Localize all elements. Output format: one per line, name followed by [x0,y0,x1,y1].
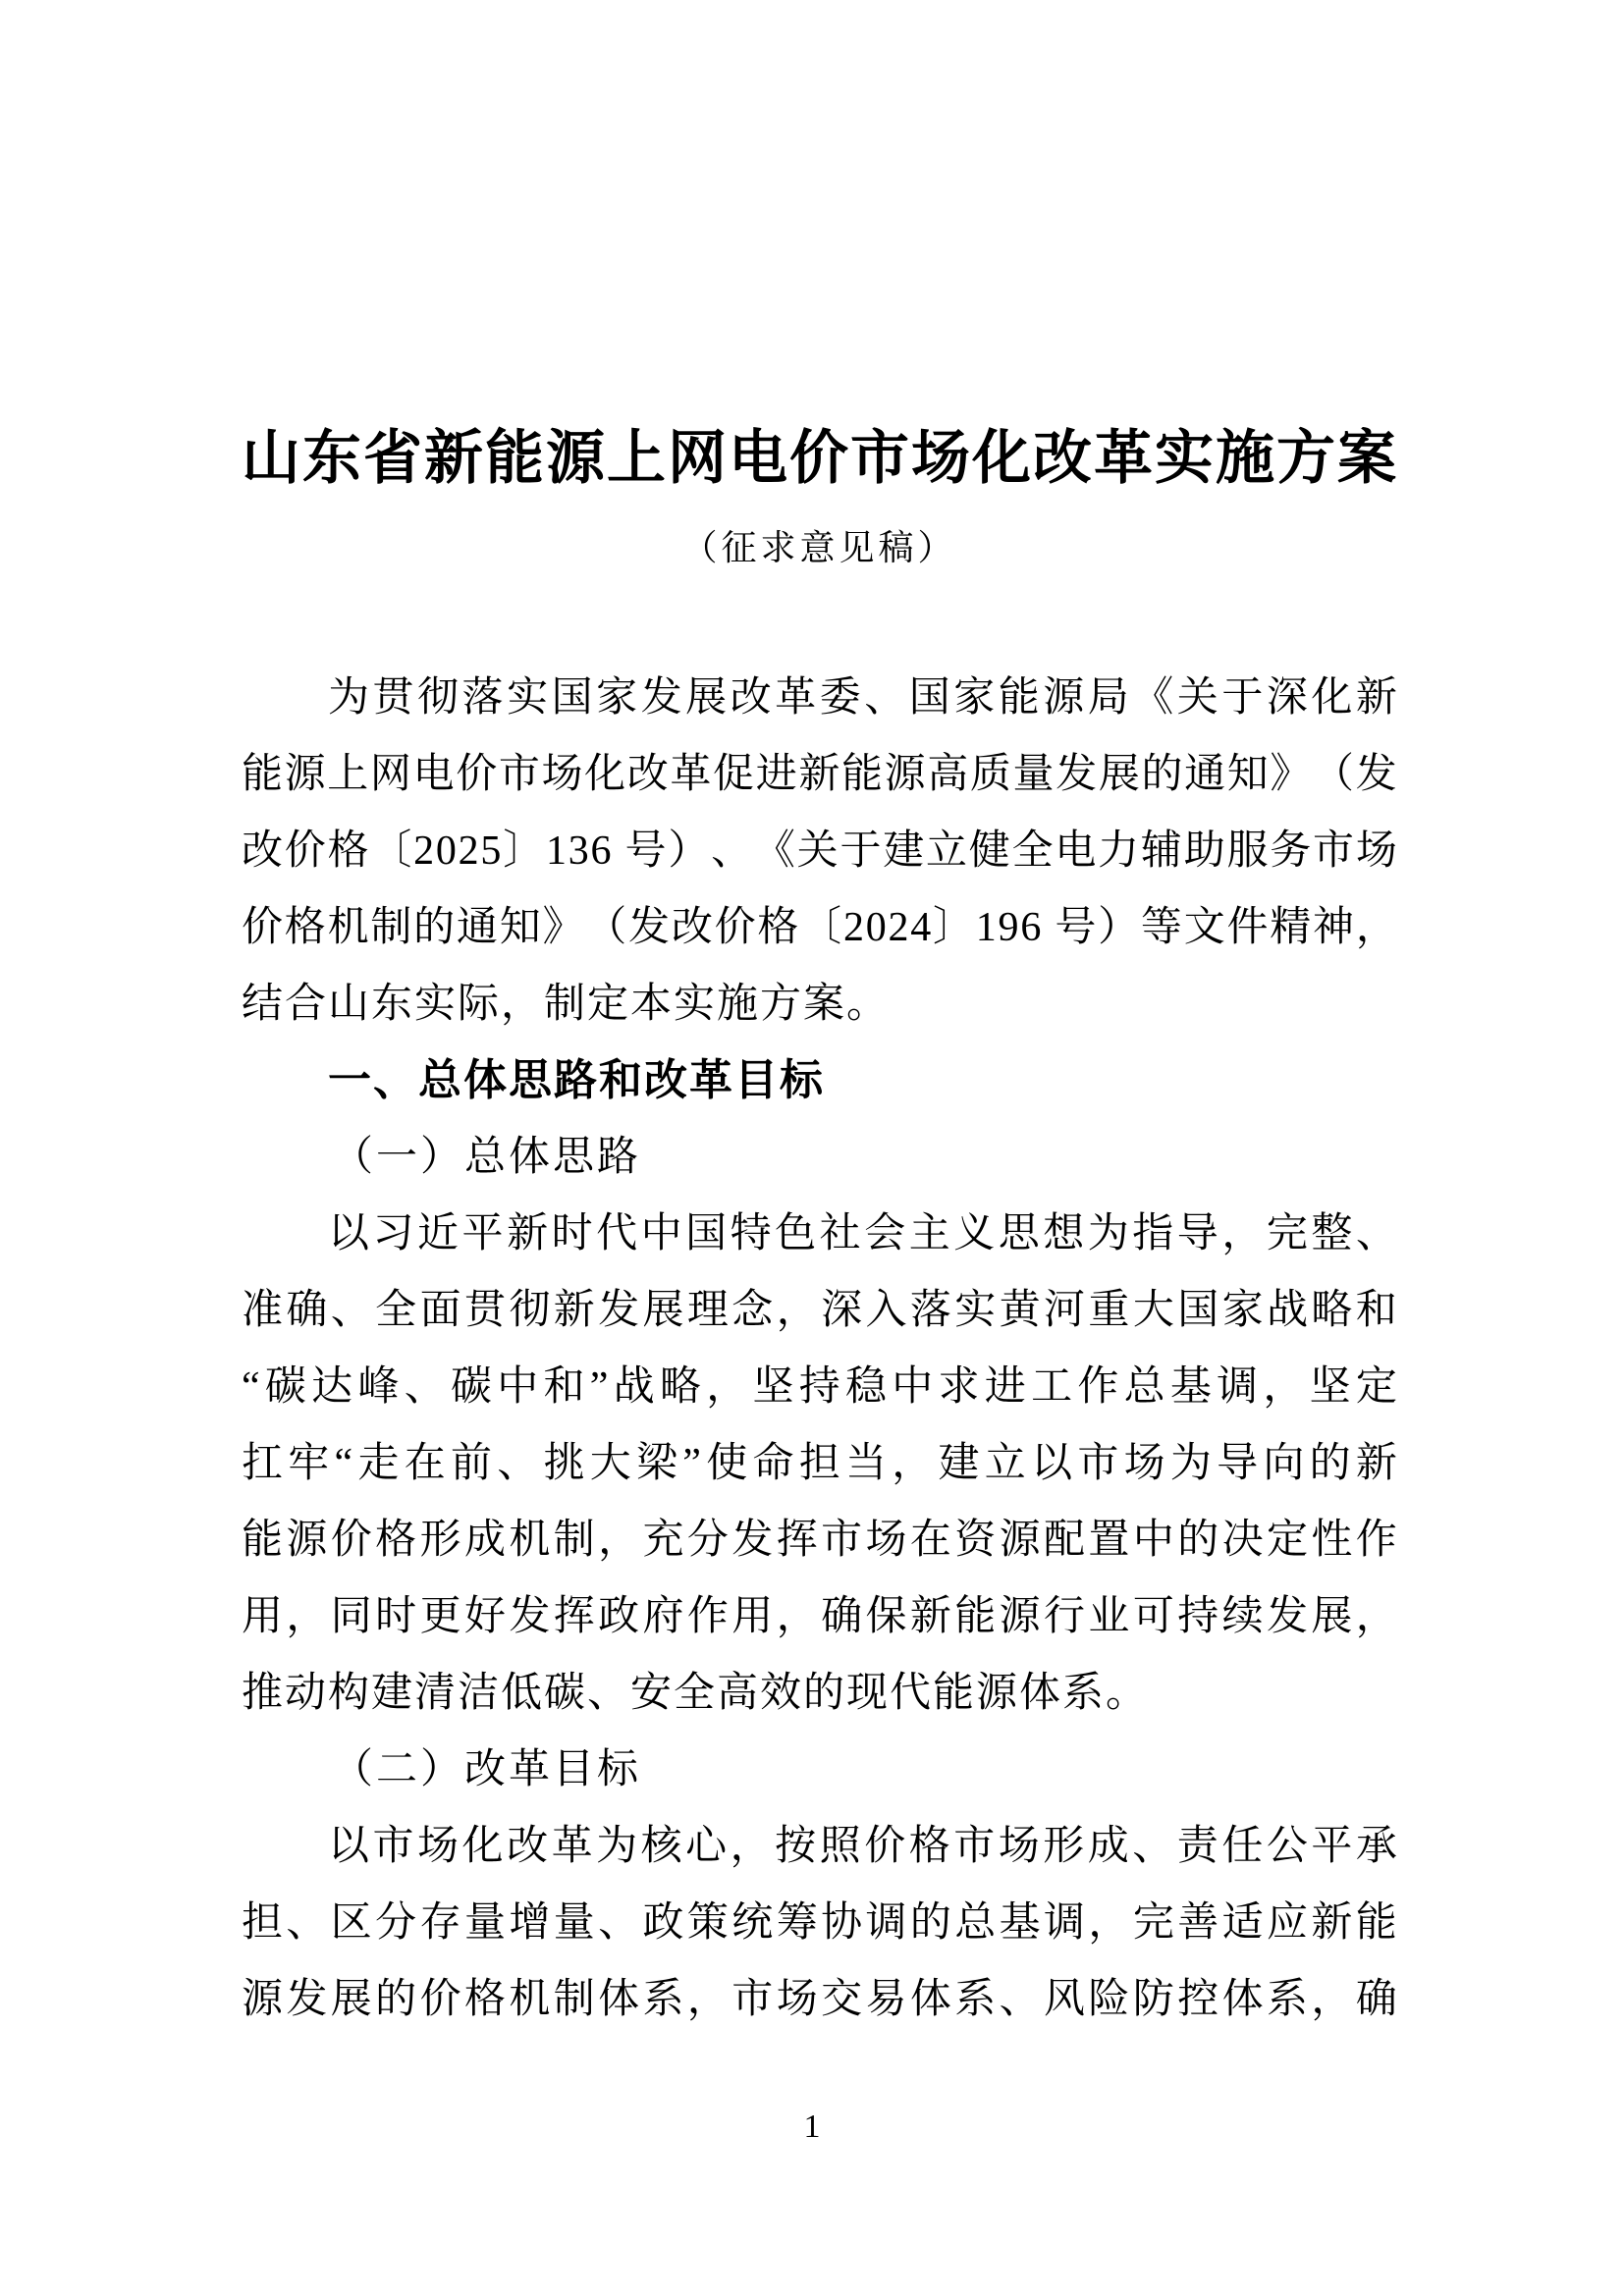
paragraph-line: 以 习 近 平 新 时 代 中 国 特 色 社 会 主 义 思 想 为 指 导 ， 完 整 、 [328,1211,1397,1256]
paragraph-line: 结合山东实际，制定本实施方案。 [242,982,891,1027]
paragraph-line: 源 发 展 的 价 格 机 制 体 系 ， 市 场 交 易 体 系 、 风 险 防 控 体 系 ， 确 [242,1977,1397,2022]
paragraph-line: 推动构建清洁低碳、安全高效的现代能源体系。 [242,1671,1150,1716]
paragraph-line: 改 价 格 〔 2 0 2 5 〕 1 3 6 号 ） 、 《 关 于 建 立 健 全 电 力 辅 助 服 务 市 场 [242,828,1397,874]
page-number: 1 [803,2109,821,2145]
document-body [0,660,1624,2038]
paragraph-line: 为 贯 彻 落 实 国 家 发 展 改 革 委 、 国 家 能 源 局 《 关 于 深 化 新 [328,675,1397,721]
paragraph-line: 担 、 区 分 存 量 增 量 、 政 策 统 筹 协 调 的 总 基 调 ， 完 善 适 应 新 能 [242,1900,1397,1946]
paragraph-line: “ 碳 达 峰 、 碳 中 和 ” 战 略 ， 坚 持 稳 中 求 进 工 作 总 基 调 ， 坚 定 [242,1364,1397,1410]
paragraph-line: 准 确 、 全 面 贯 彻 新 发 展 理 念 ， 深 入 落 实 黄 河 重 大 国 家 战 略 和 [242,1288,1397,1333]
document-subtitle: （征求意见稿） [681,528,957,567]
paragraph-line: 以 市 场 化 改 革 为 核 心 ， 按 照 价 格 市 场 形 成 、 责 任 公 平 承 [328,1824,1397,1869]
paragraph-line: 用 ， 同 时 更 好 发 挥 政 府 作 用 ， 确 保 新 能 源 行 业 可 持 续 发 展 ， [242,1594,1397,1639]
section-heading: 一、总体思路和改革目标 [328,1056,825,1104]
paragraph-line: 能 源 价 格 形 成 机 制 ， 充 分 发 挥 市 场 在 资 源 配 置 中 的 决 定 性 作 [242,1518,1397,1563]
paragraph-line: 价 格 机 制 的 通 知 》 （ 发 改 价 格 〔 2 0 2 4 〕 1 9 6 号 ） 等 文 件 精 神 ， [242,905,1397,950]
subsection-heading: （一）总体思路 [332,1135,642,1180]
paragraph-line: 能 源 上 网 电 价 市 场 化 改 革 促 进 新 能 源 高 质 量 发 展 的 通 知 》 （ 发 [242,752,1397,797]
document-header [0,0,1624,573]
subsection-heading: （二）改革目标 [332,1747,642,1792]
document-title: 山东省新能源上网电价市场化改革实施方案 [242,425,1398,491]
paragraph-line: 扛 牢 “ 走 在 前 、 挑 大 梁 ” 使 命 担 当 ， 建 立 以 市 场 为 导 向 的 新 [242,1441,1397,1486]
